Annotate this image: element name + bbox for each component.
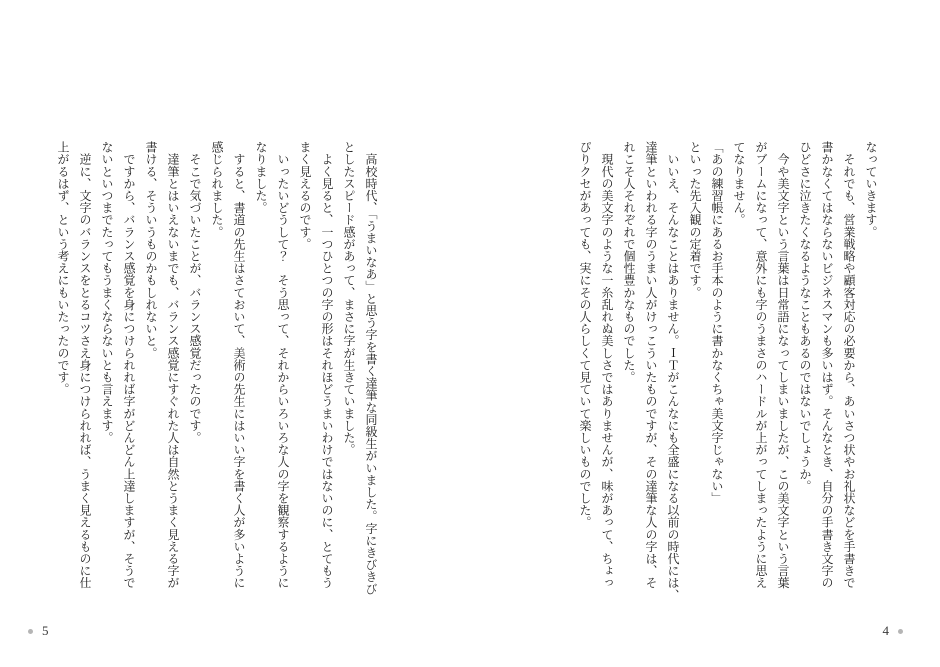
text-column: いったいどうして？ そう思って、それからいろいろな人の字を観察するように xyxy=(276,141,290,589)
text-column: すると、書道の先生はさておいて、美術の先生にはいい字を書く人が多いように xyxy=(232,141,246,589)
text-column: まく見えるのです。 xyxy=(298,141,312,250)
text-column: といった先入観の定着です。 xyxy=(688,141,702,299)
text-column: 書かなくてはならないビジネスマンも多いはず。そんなとき、自分の手書き文字の xyxy=(820,141,834,589)
text-column: なっていきます。 xyxy=(864,141,878,238)
folio-dot-icon xyxy=(898,629,903,634)
text-column: なりました。 xyxy=(254,141,268,214)
text-column: 書ける、そういうものかもしれないと。 xyxy=(144,141,158,359)
page-left-folio xyxy=(28,624,49,638)
text-column: てなりません。 xyxy=(732,141,746,226)
page-left-text xyxy=(52,141,382,621)
text-column: 上がるはず、という考えにもいたったのです。 xyxy=(56,141,70,396)
text-column: 今や美文字という言葉は日常語になってしまいましたが、この美文字という言葉 xyxy=(776,141,790,589)
text-column: ないといつまでたってもうまくならないとも言えます。 xyxy=(100,141,114,444)
text-column: 現代の美文字のような一糸乱れぬ美しさではありませんが、味があって、ちょっ xyxy=(600,141,614,589)
text-column: れこそ人それぞれで個性豊かなものでした。 xyxy=(622,141,636,383)
text-column: いいえ、そんなことはありません。ＩＴがこんなにも全盛になる以前の時代には、 xyxy=(666,141,680,601)
text-column: そこで気づいたことが、バランス感覚だったのです。 xyxy=(188,141,202,444)
text-column: 「あの練習帳にあるお手本のように書かなくちゃ美文字じゃない」 xyxy=(710,141,724,504)
page-right-text xyxy=(574,141,882,621)
text-column: それでも、営業戦略や顧客対応の必要から、あいさつ状やお礼状などを手書きで xyxy=(842,141,856,589)
text-column: ですから、バランス感覚を身につけられれば字がどんどん上達しますが、そうで xyxy=(122,141,136,589)
text-column: がブームになって、意外にも字のうまさのハードルが上がってしまったように思え xyxy=(754,141,768,589)
text-column: としたスピード感があって、まさに字が生きていました。 xyxy=(342,141,356,456)
folio-dot-icon xyxy=(28,629,33,634)
text-column: ひどさに泣きたくなるようなこともあるのではないでしょうか。 xyxy=(798,141,812,492)
text-column: 逆に、文字のバランスをとるコツさえ身につけられれば、うまく見えるものに仕 xyxy=(78,141,92,589)
text-column: 達筆とはいえないまでも、バランス感覚にすぐれた人は自然とうまく見える字が xyxy=(166,141,180,589)
text-column: 高校時代、「うまいなあ」と思う字を書く達筆な同級生がいました。字にきびきび xyxy=(364,141,378,595)
page-right-folio xyxy=(883,624,904,638)
page-number-right: 4 xyxy=(882,623,889,638)
text-column: 感じられました。 xyxy=(210,141,224,238)
text-column: ぴりクセがあっても、実にその人らしくて見ていて楽しいものでした。 xyxy=(578,141,592,529)
text-column: 達筆といわれる字のうまい人がけっこういたものですが、その達筆な人の字は、そ xyxy=(644,141,658,589)
text-column: よく見ると、一つひとつの字の形はそれほどうまいわけではないのに、とてもう xyxy=(320,141,334,589)
page-number-left: 5 xyxy=(42,623,49,638)
